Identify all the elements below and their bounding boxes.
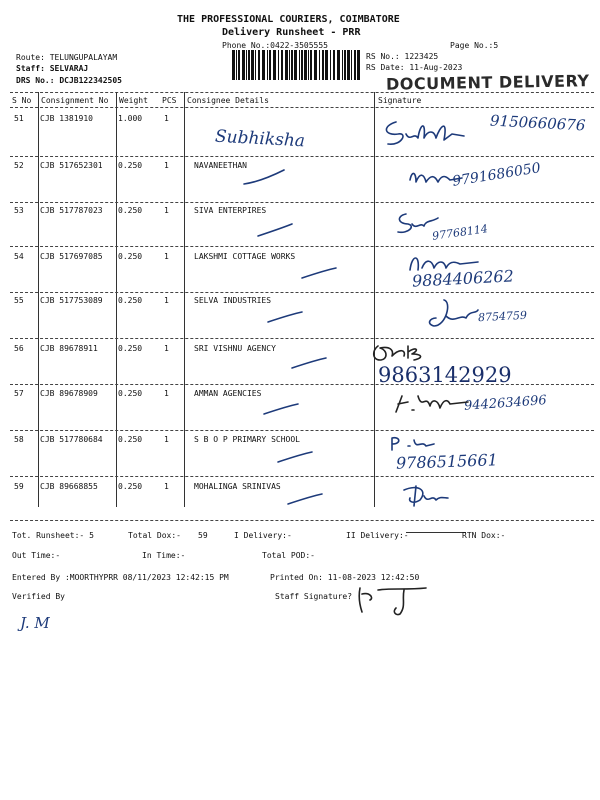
row-pcs: 1 — [164, 344, 169, 353]
drs-number: DRS No.: DCJB122342505 — [16, 76, 122, 85]
row-divider — [10, 476, 594, 477]
rs-number: RS No.: 1223425 — [366, 52, 439, 61]
total-dox-value: 59 — [198, 531, 208, 540]
col-header-sno: S No — [12, 96, 32, 105]
verifier-initials: J. M — [20, 614, 50, 632]
signature-scribble — [388, 434, 438, 454]
staff-signature-label: Staff Signature? — [275, 592, 353, 601]
signature-phone: 9786515661 — [395, 450, 499, 473]
total-pod: Total POD:- — [262, 551, 315, 560]
col-header-consignee: Consignee Details — [187, 96, 269, 105]
barcode-bar — [342, 50, 343, 80]
barcode-bar — [354, 50, 356, 80]
row-consignment-no: CJB 517753089 — [40, 296, 103, 305]
page-number: Page No.:5 — [450, 41, 499, 50]
barcode-bar — [238, 50, 240, 80]
i-delivery: I Delivery:- — [234, 531, 292, 540]
col-header-pcs: PCS — [162, 96, 177, 105]
row-consignment-no: CJB 517697085 — [40, 252, 103, 261]
row-weight: 0.250 — [118, 389, 143, 398]
barcode-bar — [262, 50, 265, 80]
row-pcs: 1 — [164, 389, 169, 398]
barcode-bar — [301, 50, 303, 80]
row-sno: 58 — [14, 435, 24, 444]
barcode-bar — [285, 50, 288, 80]
row-consignee: AMMAN AGENCIES — [194, 389, 262, 398]
row-pcs: 1 — [164, 296, 169, 305]
barcode-bar — [299, 50, 300, 80]
barcode-bar — [255, 50, 256, 80]
barcode-bar — [319, 50, 320, 80]
row-divider — [10, 520, 594, 521]
signature-scribble — [392, 388, 472, 418]
signature-scribble — [424, 296, 484, 336]
row-divider — [10, 292, 594, 293]
total-runsheet: Tot. Runsheet:- 5 — [12, 531, 94, 540]
barcode-bar — [347, 50, 350, 80]
barcode-bar — [310, 50, 312, 80]
row-pcs: 1 — [164, 206, 169, 215]
barcode-bar — [322, 50, 324, 80]
row-pcs: 1 — [164, 435, 169, 444]
signature-phone: 9863142929 — [378, 363, 512, 387]
col-header-signature: Signature — [378, 96, 422, 105]
signature-scribble — [406, 160, 466, 190]
row-weight: 0.250 — [118, 435, 143, 444]
consignee-tick — [276, 450, 316, 464]
rs-date: RS Date: 11-Aug-2023 — [366, 63, 463, 72]
barcode-bar — [304, 50, 307, 80]
route: Route: TELUNGUPALAYAM — [16, 53, 118, 62]
barcode-bar — [357, 50, 360, 80]
row-consignment-no: CJB 89678909 — [40, 389, 98, 398]
barcode-bar — [251, 50, 254, 80]
barcode — [232, 50, 360, 80]
company-name: THE PROFESSIONAL COURIERS, COIMBATORE — [177, 14, 400, 25]
row-weight: 1.000 — [118, 114, 143, 123]
row-weight: 0.250 — [118, 296, 143, 305]
row-consignee: SIVA ENTERPIRES — [194, 206, 267, 215]
table-top-rule — [10, 92, 594, 93]
barcode-bar — [281, 50, 283, 80]
phone-number: Phone No.:0422-3505555 — [222, 41, 328, 50]
rtn-dox: RTN Dox:- — [462, 531, 506, 540]
col-header-weight: Weight — [119, 96, 148, 105]
row-consignment-no: CJB 517652301 — [40, 161, 103, 170]
consignee-tick — [286, 492, 326, 506]
barcode-bar — [248, 50, 250, 80]
barcode-bar — [242, 50, 245, 80]
row-sno: 59 — [14, 482, 24, 491]
barcode-bar — [325, 50, 328, 80]
row-consignment-no: CJB 517780684 — [40, 435, 103, 444]
consignee-tick — [300, 266, 340, 280]
staff: Staff: SELVARAJ — [16, 64, 89, 73]
row-sno: 54 — [14, 252, 24, 261]
row-consignee: LAKSHMI COTTAGE WORKS — [194, 252, 296, 261]
barcode-bar — [232, 50, 235, 80]
row-sno: 56 — [14, 344, 24, 353]
barcode-bar — [351, 50, 352, 80]
row-consignee: MOHALINGA SRINIVAS — [194, 482, 281, 491]
row-divider — [10, 156, 594, 157]
row-weight: 0.250 — [118, 344, 143, 353]
signature-scribble — [370, 342, 430, 366]
row-sno: 55 — [14, 296, 24, 305]
barcode-bar — [330, 50, 331, 80]
row-weight: 0.250 — [118, 206, 143, 215]
ii-delivery-underline — [406, 532, 466, 533]
row-weight: 0.250 — [118, 252, 143, 261]
row-consignee: SELVA INDUSTRIES — [194, 296, 272, 305]
barcode-bar — [273, 50, 276, 80]
consignee-tick — [242, 168, 288, 188]
row-divider — [10, 338, 594, 339]
row-pcs: 1 — [164, 482, 169, 491]
row-pcs: 1 — [164, 114, 169, 123]
col-divider — [38, 92, 39, 507]
document-delivery-stamp: DOCUMENT DELIVERY — [385, 71, 590, 94]
row-sno: 52 — [14, 161, 24, 170]
row-pcs: 1 — [164, 161, 169, 170]
barcode-bar — [289, 50, 290, 80]
signature-scribble — [394, 208, 444, 238]
row-consignee: SRI VISHNU AGENCY — [194, 344, 276, 353]
barcode-bar — [269, 50, 271, 80]
barcode-bar — [258, 50, 260, 80]
row-weight: 0.250 — [118, 482, 143, 491]
total-dox-label: Total Dox:- — [128, 531, 181, 540]
signature-scribble — [404, 250, 484, 275]
out-time: Out Time:- — [12, 551, 61, 560]
barcode-bar — [267, 50, 268, 80]
barcode-bar — [344, 50, 346, 80]
col-divider — [184, 92, 185, 507]
barcode-bar — [291, 50, 293, 80]
row-sno: 51 — [14, 114, 24, 123]
signature-phone: 9884406262 — [411, 266, 515, 291]
consignee-tick — [290, 356, 330, 370]
col-header-consignment: Consignment No — [41, 96, 109, 105]
table-header-rule — [10, 107, 594, 108]
row-consignee: NAVANEETHAN — [194, 161, 247, 170]
barcode-bar — [337, 50, 340, 80]
barcode-bar — [308, 50, 309, 80]
signature-phone: 97768114 — [431, 222, 489, 243]
barcode-bar — [294, 50, 297, 80]
row-consignee: S B O P PRIMARY SCHOOL — [194, 435, 300, 444]
row-consignment-no: CJB 89668855 — [40, 482, 98, 491]
ii-delivery: II Delivery:- — [346, 531, 409, 540]
consignee-tick — [266, 310, 306, 324]
consignee-tick — [256, 222, 296, 238]
row-sno: 53 — [14, 206, 24, 215]
verified-by: Verified By — [12, 592, 65, 601]
entered-by: Entered By :MOORTHYPRR 08/11/2023 12:42:15 PM — [12, 573, 229, 582]
barcode-bar — [246, 50, 247, 80]
row-sno: 57 — [14, 389, 24, 398]
barcode-bar — [278, 50, 279, 80]
signature-phone: 9442634696 — [463, 393, 548, 414]
staff-signature-scribble — [352, 584, 442, 618]
row-weight: 0.250 — [118, 161, 143, 170]
row-divider — [10, 430, 594, 431]
row-divider — [10, 246, 594, 247]
printed-on: Printed On: 11-08-2023 12:42:50 — [270, 573, 420, 582]
barcode-bar — [314, 50, 317, 80]
signature-phone: 9150660676 — [489, 111, 586, 135]
row-consignment-no: CJB 1381910 — [40, 114, 93, 123]
in-time: In Time:- — [142, 551, 186, 560]
signature-scribble — [378, 112, 488, 152]
row-divider — [10, 202, 594, 203]
runsheet-title: Delivery Runsheet - PRR — [222, 27, 361, 38]
handwritten-consignee-name: Subhiksha — [214, 126, 306, 152]
consignee-tick — [262, 402, 302, 416]
signature-phone: 9791686050 — [451, 160, 542, 190]
signature-phone: 8754759 — [477, 308, 528, 325]
row-pcs: 1 — [164, 252, 169, 261]
barcode-bar — [333, 50, 335, 80]
row-consignment-no: CJB 89678911 — [40, 344, 98, 353]
signature-scribble — [400, 482, 460, 512]
col-divider — [116, 92, 117, 507]
row-consignment-no: CJB 517787023 — [40, 206, 103, 215]
col-divider — [374, 92, 375, 507]
barcode-bar — [236, 50, 237, 80]
